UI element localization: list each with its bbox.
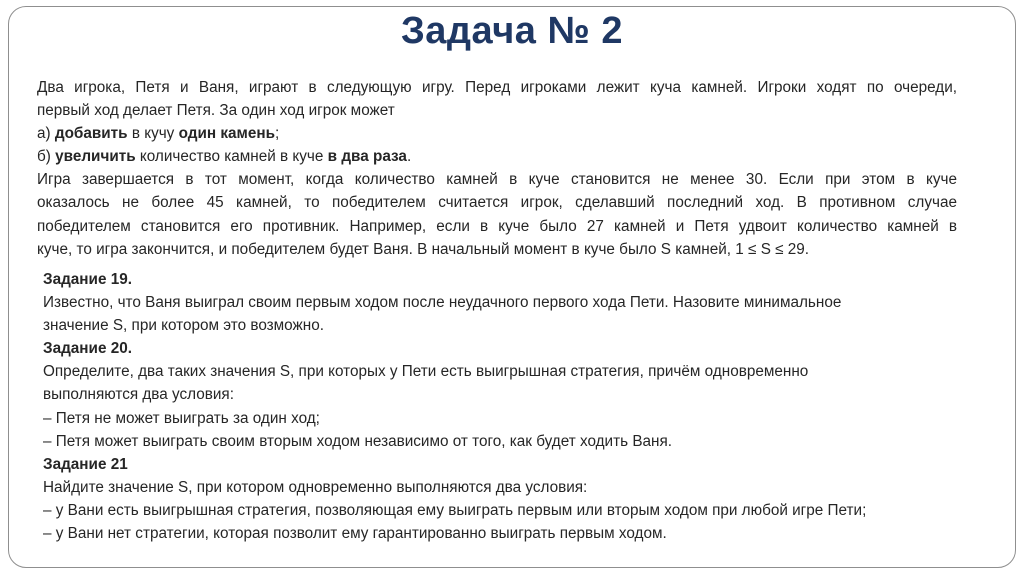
rule-add-prefix: а) (37, 125, 55, 143)
task-19-line-2: значение S, при котором это возможно. (43, 317, 324, 335)
task-21-heading: Задание 21 (43, 455, 128, 473)
tasks-block (43, 268, 963, 545)
rule-double-suffix: . (406, 148, 412, 166)
problem-line-8: куче, то игра закончится, и победителем будет Ваня. В начальный момент в куче было S камней, 1 ≤ S ≤ 29. (37, 240, 810, 258)
problem-line-7: победителем становится его противник. Например, если в куче было 27 камней и Петя удвоит количество камней в (37, 217, 957, 235)
rule-add-suffix: ; (274, 125, 280, 143)
rule-add-object: один камень (178, 125, 275, 143)
problem-line-1: Два игрока, Петя и Ваня, играют в следующую игру. Перед игроками лежит куча камней. Игроки ходят по очереди, (37, 79, 957, 96)
task-19-heading: Задание 19. (43, 271, 132, 288)
rule-double-mid: количество камней в куче (135, 148, 328, 166)
task-20-line-1: Определите, два таких значения S, при которых у Пети есть выигрышная стратегия, причём одновременно (43, 363, 809, 381)
rule-add-mid: в кучу (127, 125, 179, 143)
task-20-heading: Задание 20. (43, 340, 132, 358)
problem-line-6: оказалось не более 45 камней, то победителем считается игрок, сделавший последний ход. В противном случае (37, 194, 957, 212)
task-20-line-4: – Петя может выиграть своим вторым ходом независимо от того, как будет ходить Ваня. (43, 432, 673, 450)
slide-title: Задача № 2 (400, 10, 624, 52)
task-21-line-2: – у Вани есть выигрышная стратегия, позволяющая ему выиграть первым или вторым ходом при любой игре Пети; (43, 501, 867, 519)
rule-double (37, 145, 957, 168)
task-20-line-2: выполняются два условия: (43, 386, 234, 404)
rule-double-prefix: б) (37, 148, 56, 166)
problem-line-2: первый ход делает Петя. За один ход игрок может (37, 102, 395, 120)
task-21-line-3: – у Вани нет стратегии, которая позволит ему гарантированно выиграть первым ходом. (43, 525, 667, 543)
task-20-line-3: – Петя не может выиграть за один ход; (43, 409, 320, 427)
task-21-line-1: Найдите значение S, при котором одновременно выполняются два условия: (43, 478, 588, 496)
task-19-line-1: Известно, что Ваня выиграл своим первым ходом после неудачного первого хода Пети. Назовите минимальное (43, 294, 842, 312)
problem-statement (37, 76, 957, 261)
rule-add-verb: добавить (54, 125, 128, 143)
rule-double-object: в два раза (327, 148, 407, 166)
problem-line-5: Игра завершается в тот момент, когда количество камней в куче становится не менее 30. Если при этом в куче (37, 171, 957, 189)
rule-double-verb: увеличить (55, 148, 136, 166)
rule-add-one (37, 122, 957, 145)
